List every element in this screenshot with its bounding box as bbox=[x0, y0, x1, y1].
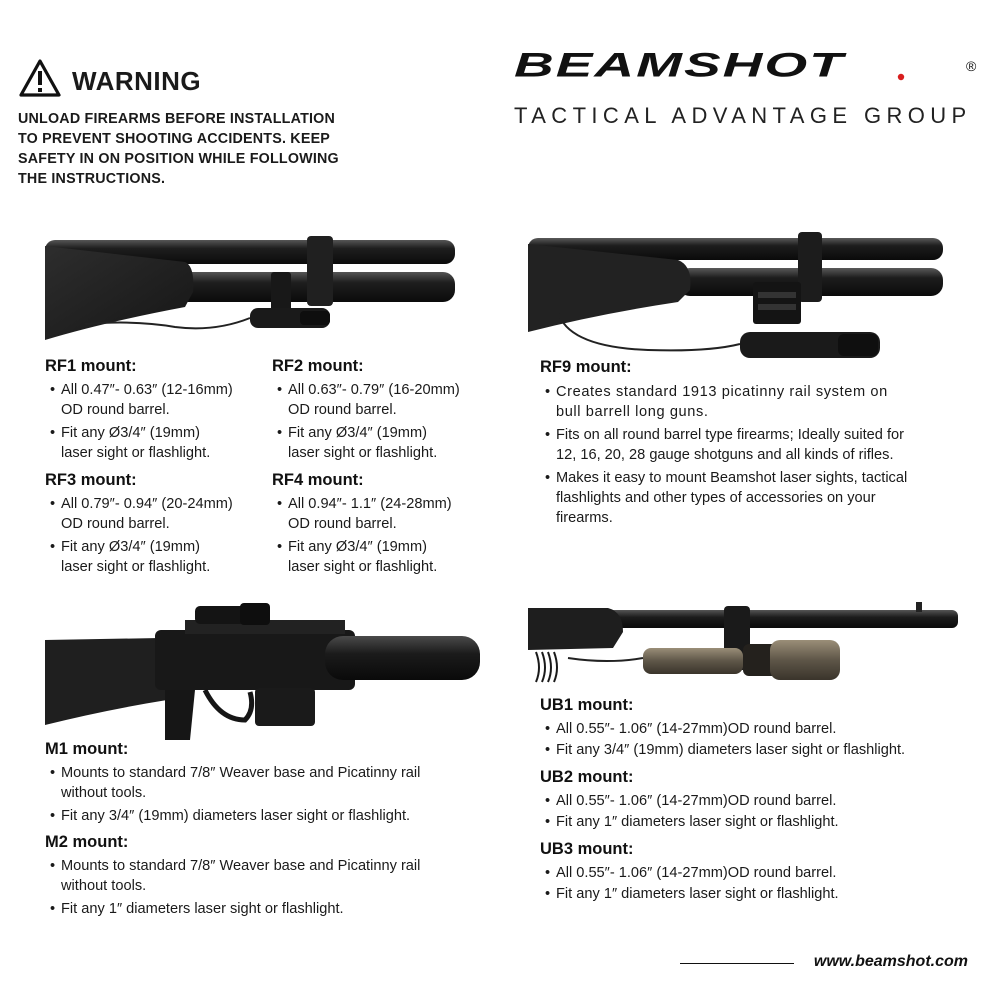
ub2-mount-section bbox=[540, 768, 970, 835]
rf9-mount-title: RF9 mount: bbox=[540, 358, 632, 376]
warning-line: UNLOAD FIREARMS BEFORE INSTALLATION bbox=[18, 111, 336, 127]
spec-text: Fit any Ø3/4″ (19mm) laser sight or flashlight. bbox=[288, 539, 438, 575]
rf1-mount-specs bbox=[45, 380, 265, 463]
warning-line: SAFETY IN ON POSITION WHILE FOLLOWING bbox=[18, 151, 339, 167]
list-item bbox=[45, 856, 485, 896]
spec-text: All 0.63″- 0.79″ (16-20mm) OD round barrel. bbox=[288, 382, 460, 418]
spec-text: Fit any Ø3/4″ (19mm) laser sight or flashlight. bbox=[61, 425, 211, 461]
brand-tagline: TACTICAL ADVANTAGE GROUP bbox=[514, 103, 972, 128]
rf-shotgun-photo bbox=[45, 232, 460, 347]
ub3-mount-title: UB3 mount: bbox=[540, 840, 634, 858]
rf1-mount-section bbox=[45, 357, 265, 466]
ub3-mount-section bbox=[540, 840, 970, 907]
spec-text: Creates standard 1913 picatinny rail system on bull barrell long guns. bbox=[556, 384, 888, 420]
list-item bbox=[540, 863, 970, 883]
spec-text: Fit any 1″ diameters laser sight or flashlight. bbox=[61, 901, 344, 917]
ub-shotgun-photo bbox=[528, 598, 958, 688]
ub1-mount-specs bbox=[540, 719, 970, 760]
list-item bbox=[540, 740, 970, 760]
list-item bbox=[540, 425, 960, 465]
ub1-mount-section bbox=[540, 696, 970, 763]
list-item bbox=[45, 380, 265, 420]
list-item bbox=[272, 423, 487, 463]
spec-text: Fit any 1″ diameters laser sight or flashlight. bbox=[556, 814, 839, 830]
website-link[interactable]: www.beamshot.com bbox=[813, 953, 968, 970]
rf4-mount-specs bbox=[272, 494, 487, 577]
spec-text: All 0.94″- 1.1″ (24-28mm) OD round barrel. bbox=[288, 496, 452, 532]
spec-text: All 0.55″- 1.06″ (14-27mm)OD round barrel. bbox=[556, 865, 837, 881]
spec-text: All 0.55″- 1.06″ (14-27mm)OD round barrel. bbox=[556, 721, 837, 737]
spec-text: Makes it easy to mount Beamshot laser sights, tactical flashlights and other types of accessories on your firearms. bbox=[556, 470, 908, 526]
list-item bbox=[540, 884, 970, 904]
list-item bbox=[45, 423, 265, 463]
list-item bbox=[45, 494, 265, 534]
rf2-mount-section bbox=[272, 357, 487, 466]
ub2-mount-specs bbox=[540, 791, 970, 832]
list-item bbox=[540, 791, 970, 811]
m2-mount-specs bbox=[45, 856, 485, 919]
spec-text: All 0.47″- 0.63″ (12-16mm) OD round barrel. bbox=[61, 382, 233, 418]
logo-accent-dot bbox=[896, 72, 906, 82]
spec-text: All 0.79″- 0.94″ (20-24mm) OD round barrel. bbox=[61, 496, 233, 532]
list-item bbox=[540, 382, 960, 422]
spec-text: Fit any 1″ diameters laser sight or flashlight. bbox=[556, 886, 839, 902]
rf3-mount-specs bbox=[45, 494, 265, 577]
rf3-mount-title: RF3 mount: bbox=[45, 471, 137, 489]
spec-text: Mounts to standard 7/8″ Weaver base and Picatinny rail without tools. bbox=[61, 765, 421, 801]
rf9-mount-section bbox=[540, 358, 960, 531]
brand-logo: BEAMSHOT bbox=[514, 45, 845, 84]
list-item bbox=[45, 763, 485, 803]
rf1-mount-title: RF1 mount: bbox=[45, 357, 137, 375]
list-item bbox=[45, 806, 485, 826]
list-item bbox=[540, 468, 960, 528]
list-item bbox=[540, 812, 970, 832]
footer-divider bbox=[680, 963, 794, 964]
spec-text: All 0.55″- 1.06″ (14-27mm)OD round barrel. bbox=[556, 793, 837, 809]
rf9-mount-specs bbox=[540, 382, 960, 528]
list-item bbox=[540, 719, 970, 739]
list-item bbox=[272, 537, 487, 577]
list-item bbox=[45, 537, 265, 577]
m1-mount-title: M1 mount: bbox=[45, 740, 129, 758]
warning-text bbox=[18, 109, 363, 189]
list-item bbox=[272, 380, 487, 420]
spec-text: Fit any Ø3/4″ (19mm) laser sight or flashlight. bbox=[61, 539, 211, 575]
rf4-mount-section bbox=[272, 471, 487, 580]
warning-title: WARNING bbox=[72, 66, 202, 96]
m2-mount-section bbox=[45, 833, 485, 922]
warning-triangle-icon bbox=[18, 58, 62, 98]
registered-mark: ® bbox=[966, 58, 977, 74]
rf2-mount-specs bbox=[272, 380, 487, 463]
spec-text: Fit any 3/4″ (19mm) diameters laser sight or flashlight. bbox=[556, 742, 906, 758]
spec-text: Fits on all round barrel type firearms; Ideally suited for 12, 16, 20, 28 gauge shotguns and all kinds of rifles. bbox=[556, 427, 904, 463]
list-item bbox=[45, 899, 485, 919]
rf2-mount-title: RF2 mount: bbox=[272, 357, 364, 375]
spec-text: Fit any Ø3/4″ (19mm) laser sight or flashlight. bbox=[288, 425, 438, 461]
rf3-mount-section bbox=[45, 471, 265, 580]
m1-mount-specs bbox=[45, 763, 485, 826]
ub2-mount-title: UB2 mount: bbox=[540, 768, 634, 786]
m-rifle-photo bbox=[45, 600, 485, 745]
ub3-mount-specs bbox=[540, 863, 970, 904]
warning-line: THE INSTRUCTIONS. bbox=[18, 171, 166, 187]
rf4-mount-title: RF4 mount: bbox=[272, 471, 364, 489]
m2-mount-title: M2 mount: bbox=[45, 833, 129, 851]
m1-mount-section bbox=[45, 740, 485, 829]
ub1-mount-title: UB1 mount: bbox=[540, 696, 634, 714]
rf9-shotgun-photo bbox=[528, 232, 948, 362]
warning-line: TO PREVENT SHOOTING ACCIDENTS. KEEP bbox=[18, 131, 331, 147]
list-item bbox=[272, 494, 487, 534]
spec-text: Mounts to standard 7/8″ Weaver base and Picatinny rail without tools. bbox=[61, 858, 421, 894]
spec-text: Fit any 3/4″ (19mm) diameters laser sight or flashlight. bbox=[61, 808, 411, 824]
